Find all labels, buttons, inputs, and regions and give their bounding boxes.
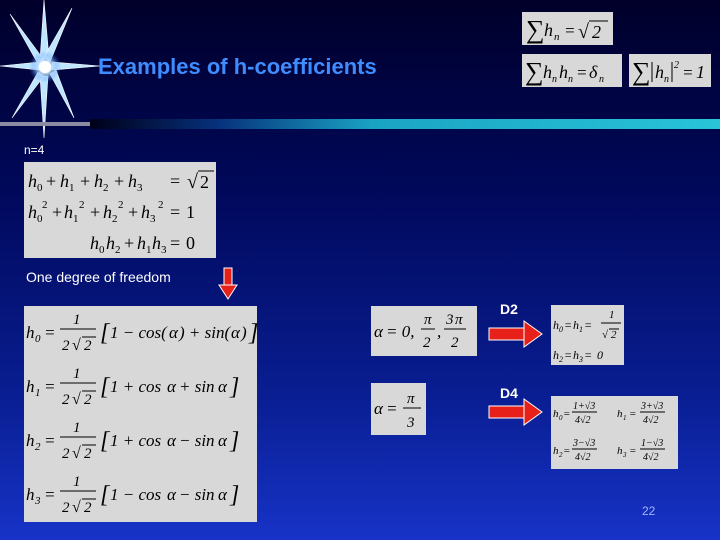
svg-text:h: h (137, 233, 146, 253)
svg-text:2: 2 (84, 392, 92, 408)
svg-text:1 − cos: 1 − cos (110, 485, 162, 504)
svg-text:h: h (544, 20, 553, 40)
svg-text:h: h (553, 348, 559, 362)
svg-text:√: √ (187, 171, 198, 193)
svg-text:3+√3: 3+√3 (641, 401, 664, 412)
svg-text:π: π (424, 312, 432, 328)
svg-text:1 + cos: 1 + cos (110, 377, 162, 396)
svg-text:= 0,: = 0, (386, 322, 415, 341)
svg-text:1: 1 (73, 366, 81, 382)
svg-text:=: = (564, 21, 576, 40)
svg-text:h: h (94, 171, 103, 191)
svg-text:h: h (617, 408, 623, 420)
svg-text:[: [ (100, 320, 110, 346)
svg-text:+ sin: + sin (179, 377, 215, 396)
svg-text:α: α (218, 431, 227, 450)
svg-text:+: + (52, 202, 63, 222)
svg-text:+: + (80, 171, 91, 191)
d4-result-figure (551, 396, 678, 469)
svg-text:1: 1 (696, 62, 705, 82)
svg-text:=: = (386, 399, 398, 418)
svg-text:α: α (167, 485, 176, 504)
svg-text:2: 2 (62, 446, 70, 462)
svg-text:√: √ (72, 499, 81, 516)
svg-text:h: h (553, 445, 559, 457)
svg-text:α: α (218, 485, 227, 504)
svg-text:∑: ∑ (525, 57, 544, 86)
alpha-d2-box (371, 306, 477, 356)
svg-text:1: 1 (146, 244, 152, 256)
svg-text:]: ] (230, 428, 240, 454)
svg-text:h: h (64, 202, 73, 222)
svg-text:]: ] (230, 374, 240, 400)
svg-text:0: 0 (559, 325, 563, 334)
svg-text:h: h (128, 171, 137, 191)
svg-text:− sin: − sin (179, 485, 215, 504)
svg-text:2: 2 (559, 355, 563, 364)
svg-text:2: 2 (451, 335, 459, 351)
svg-text:2: 2 (200, 172, 209, 192)
svg-text:3: 3 (137, 182, 143, 194)
svg-text:h: h (60, 171, 69, 191)
alpha-d4-box (371, 383, 426, 435)
svg-text:n: n (568, 74, 573, 85)
svg-text:2: 2 (42, 199, 48, 211)
svg-text:h: h (26, 485, 35, 504)
svg-text:3−√3: 3−√3 (573, 438, 596, 449)
svg-text:1 + cos: 1 + cos (110, 431, 162, 450)
svg-text:1+√3: 1+√3 (573, 401, 596, 412)
svg-text:0: 0 (35, 333, 41, 345)
svg-text:3: 3 (407, 415, 415, 431)
svg-text:2: 2 (118, 199, 124, 211)
svg-text:2: 2 (592, 22, 601, 42)
svg-text:α: α (374, 322, 383, 341)
svg-text:2: 2 (112, 213, 118, 225)
svg-text:h: h (617, 445, 623, 457)
svg-text:1: 1 (186, 202, 195, 222)
svg-text:=: = (629, 445, 637, 457)
svg-text:1: 1 (69, 182, 75, 194)
d4-label: D4 (500, 385, 518, 401)
svg-text:2: 2 (62, 392, 70, 408)
svg-text:√: √ (72, 445, 81, 462)
svg-text:α: α (231, 323, 240, 342)
n4-conditions-box (24, 162, 216, 258)
svg-text:h: h (543, 62, 552, 82)
n4-conditions-figure (24, 162, 216, 258)
svg-text:0: 0 (37, 182, 43, 194)
svg-text:3: 3 (623, 451, 627, 459)
svg-text:=: = (564, 348, 573, 362)
svg-text:4√2: 4√2 (575, 415, 591, 426)
svg-text:+: + (114, 171, 125, 191)
svg-text:h: h (553, 408, 559, 420)
svg-text:∑: ∑ (632, 57, 651, 86)
page-number: 22 (642, 504, 656, 518)
svg-text:3: 3 (150, 213, 156, 225)
svg-text:2: 2 (35, 441, 41, 453)
svg-text:n: n (599, 74, 604, 85)
svg-text:h: h (26, 431, 35, 450)
svg-text:=: = (44, 377, 56, 396)
svg-text:h: h (141, 202, 150, 222)
svg-text:2: 2 (674, 60, 679, 71)
svg-text:=: = (44, 323, 56, 342)
svg-text:∑: ∑ (526, 15, 545, 44)
svg-text:=: = (170, 171, 181, 191)
d4-result-box (551, 396, 678, 469)
svg-text:+: + (124, 233, 135, 253)
svg-text:√: √ (72, 337, 81, 354)
svg-text:2: 2 (115, 244, 121, 256)
svg-text:) + sin(: ) + sin( (179, 323, 231, 342)
svg-text:=: = (563, 445, 571, 457)
svg-text:2: 2 (79, 199, 85, 211)
svg-text:4√2: 4√2 (643, 452, 659, 463)
svg-text:3: 3 (161, 244, 167, 256)
svg-text:− sin: − sin (179, 431, 215, 450)
svg-text:1: 1 (73, 312, 81, 328)
down-arrow-icon (219, 268, 237, 300)
svg-text:=: = (44, 431, 56, 450)
svg-text:=: = (629, 408, 637, 420)
svg-text:0: 0 (597, 348, 603, 362)
svg-text:π: π (455, 312, 463, 328)
svg-text:1: 1 (73, 420, 81, 436)
svg-text:4√2: 4√2 (575, 452, 591, 463)
section-label-n4: n=4 (24, 143, 45, 157)
svg-text:α: α (167, 377, 176, 396)
svg-text:n: n (554, 31, 560, 43)
svg-text:3: 3 (579, 355, 583, 364)
svg-text:1: 1 (623, 414, 627, 422)
svg-text:n: n (664, 74, 669, 85)
svg-text:α: α (167, 431, 176, 450)
norm-equation-figure (629, 54, 711, 87)
svg-text:δ: δ (589, 62, 598, 82)
svg-text:h: h (90, 233, 99, 253)
svg-text:3: 3 (35, 495, 41, 507)
svg-text:√: √ (72, 391, 81, 408)
svg-text:=: = (576, 63, 588, 82)
svg-text:]: ] (230, 482, 240, 508)
svg-text:α: α (169, 323, 178, 342)
svg-text:0: 0 (99, 244, 105, 256)
svg-text:h: h (152, 233, 161, 253)
svg-text:1: 1 (609, 309, 615, 321)
sum-equation-box (522, 12, 613, 45)
sum-equation-figure (522, 12, 613, 45)
d2-result-figure (551, 305, 624, 365)
svg-text:=: = (682, 63, 694, 82)
svg-text:h: h (573, 348, 579, 362)
svg-text:h: h (26, 323, 35, 342)
svg-text:1: 1 (579, 325, 583, 334)
svg-text:h: h (559, 62, 568, 82)
slide-title: Examples of h-coefficients (98, 54, 377, 79)
h-parametrization-box (24, 306, 257, 522)
norm-equation-box (629, 54, 711, 87)
svg-text:2: 2 (103, 182, 109, 194)
svg-text:+: + (128, 202, 139, 222)
alpha-d2-figure (371, 306, 477, 356)
svg-text:1 − cos(: 1 − cos( (110, 323, 167, 342)
svg-text:2: 2 (62, 338, 70, 354)
svg-text:=: = (584, 348, 593, 362)
svg-text:α: α (374, 399, 383, 418)
title-rule-bar (90, 119, 720, 129)
svg-text:2: 2 (423, 335, 431, 351)
svg-text:+: + (90, 202, 101, 222)
alpha-d4-figure (371, 383, 426, 435)
svg-text:n: n (552, 74, 557, 85)
d2-right-arrow-icon (489, 321, 543, 347)
star-burst-decoration (0, 0, 100, 140)
svg-text:[: [ (100, 374, 110, 400)
svg-text:π: π (407, 391, 415, 407)
svg-text:h: h (103, 202, 112, 222)
svg-text:2: 2 (84, 338, 92, 354)
svg-text:h: h (655, 62, 664, 82)
svg-text:[: [ (100, 428, 110, 454)
svg-text:1−√3: 1−√3 (641, 438, 664, 449)
svg-text:h: h (573, 318, 579, 332)
svg-text:1: 1 (73, 474, 81, 490)
orthogonality-equation-figure (522, 54, 622, 87)
h-parametrization-figure (24, 306, 257, 522)
svg-text:α: α (218, 377, 227, 396)
svg-text:h: h (106, 233, 115, 253)
freedom-label: One degree of freedom (26, 269, 171, 285)
d4-right-arrow-icon (489, 399, 543, 425)
svg-text:h: h (26, 377, 35, 396)
svg-text:4√2: 4√2 (643, 415, 659, 426)
svg-text:0: 0 (37, 213, 43, 225)
svg-text:0: 0 (559, 414, 563, 422)
svg-text:2: 2 (84, 500, 92, 516)
svg-text:=: = (564, 318, 573, 332)
svg-text:0: 0 (186, 233, 195, 253)
svg-text:h: h (553, 318, 559, 332)
svg-text:2: 2 (158, 199, 164, 211)
svg-text:2: 2 (559, 451, 563, 459)
orthogonality-equation-box (522, 54, 622, 87)
svg-text:3: 3 (446, 312, 454, 328)
svg-text:√: √ (578, 21, 589, 43)
svg-text:=: = (170, 202, 181, 222)
svg-text:√: √ (602, 329, 609, 341)
svg-text:[: [ (100, 482, 110, 508)
svg-text:=: = (44, 485, 56, 504)
svg-text:+: + (46, 171, 57, 191)
svg-text:,: , (437, 322, 442, 341)
svg-text:2: 2 (611, 329, 617, 341)
svg-text:2: 2 (62, 500, 70, 516)
svg-text:1: 1 (73, 213, 79, 225)
d2-label: D2 (500, 301, 518, 317)
svg-text:): ) (241, 323, 247, 342)
svg-text:=: = (563, 408, 571, 420)
svg-text:h: h (28, 171, 37, 191)
svg-text:=: = (170, 233, 181, 253)
svg-text:2: 2 (84, 446, 92, 462)
svg-text:1: 1 (35, 387, 41, 399)
svg-text:h: h (28, 202, 37, 222)
d2-result-box (551, 305, 624, 365)
svg-text:]: ] (249, 320, 259, 346)
svg-text:=: = (584, 318, 593, 332)
